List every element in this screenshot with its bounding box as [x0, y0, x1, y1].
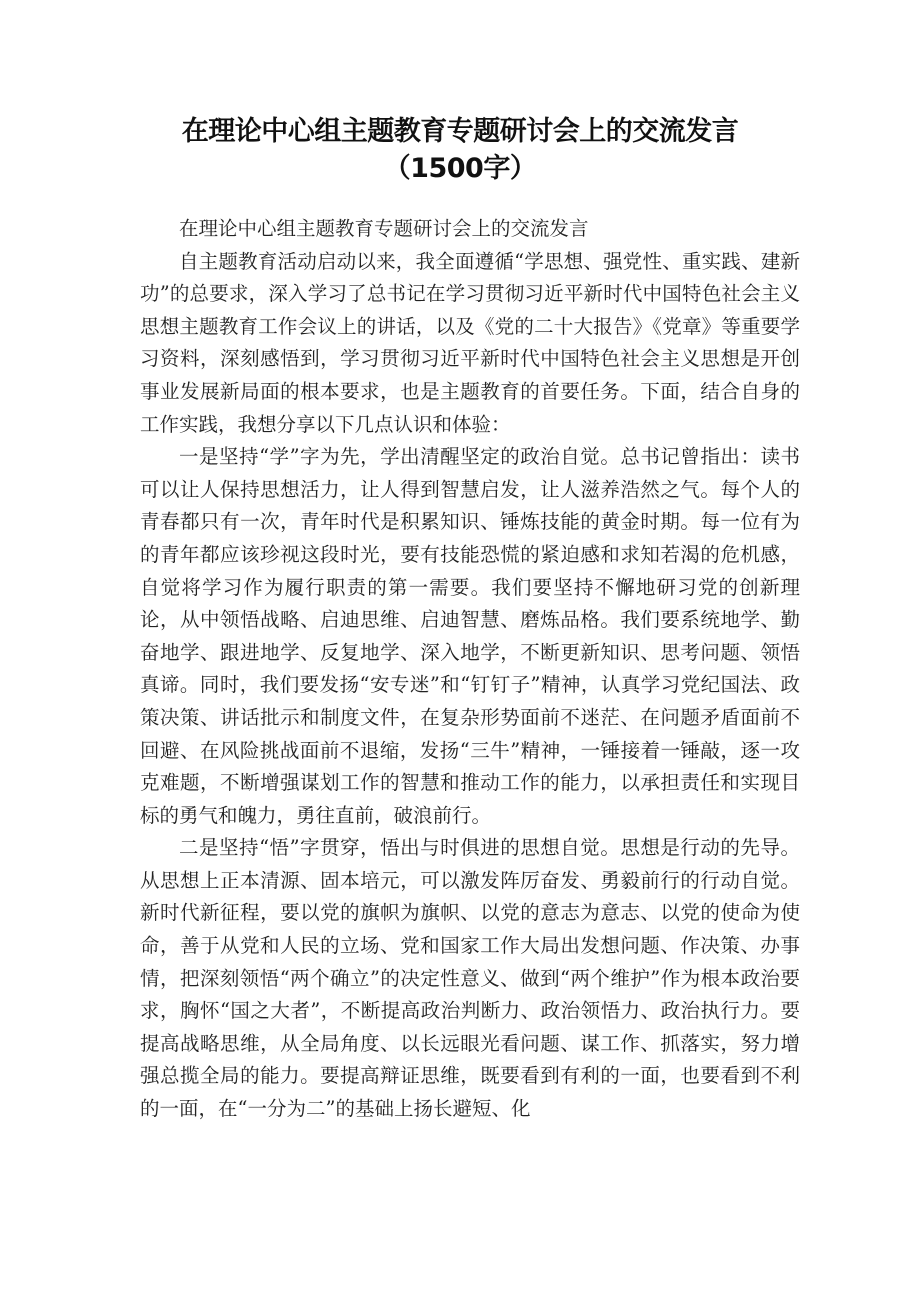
paragraph-point-two: 二是坚持“悟”字贯穿，悟出与时俱进的思想自觉。思想是行动的先导。从思想上正本清源、固本培元，可以激发阵厉奋发、勇毅前行的行动自觉。新时代新征程，要以党的旗帜为旗帜、以党的意志为意志、以党的使命为使命，善于从党和人民的立场、党和国家工作大局出发想问题、作决策、办事情，把深刻领悟“两个确立”的决定性意义、做到“两个维护”作为根本政治要求，胸怀“国之大者”，不断提高政治判断力、政治领悟力、政治执行力。要提高战略思维，从全局角度、以长远眼光看问题、谋工作、抓落实，努力增强总揽全局的能力。要提高辩证思维，既要看到有利的一面，也要看到不利的一面，在“一分为二”的基础上扬长避短、化 [140, 836, 800, 1121]
paragraph-subtitle: 在理论中心组主题教育专题研讨会上的交流发言 [179, 217, 589, 240]
document-body [140, 213, 800, 1126]
paragraph-intro: 自主题教育活动启动以来，我全面遵循“学思想、强党性、重实践、建新功”的总要求，深入学习了总书记在学习贯彻习近平新时代中国特色社会主义思想主题教育工作会议上的讲话，以及《党的二十大报告》《党章》等重要学习资料，深刻感悟到，学习贯彻习近平新时代中国特色社会主义思想是开创事业发展新局面的根本要求，也是主题教育的首要任务。下面，结合自身的工作实践，我想分享以下几点认识和体验： [140, 249, 800, 436]
paragraph-point-one: 一是坚持“学”字为先，学出清醒坚定的政治自觉。总书记曾指出：读书可以让人保持思想活力，让人得到智慧启发，让人滋养浩然之气。每个人的青春都只有一次，青年时代是积累知识、锤炼技能的黄金时期。每一位有为的青年都应该珍视这段时光，要有技能恐慌的紧迫感和求知若渴的危机感，自觉将学习作为履行职责的第一需要。我们要坚持不懈地研习党的创新理论，从中领悟战略、启迪思维、启迪智慧、磨炼品格。我们要系统地学、勤奋地学、跟进地学、反复地学、深入地学，不断更新知识、思考问题、领悟真谛。同时，我们要发扬“安专迷”和“钉钉子”精神，认真学习党纪国法、政策决策、讲话批示和制度文件，在复杂形势面前不迷茫、在问题矛盾面前不回避、在风险挑战面前不退缩，发扬“三牛”精神，一锤接着一锤敲，逐一攻克难题，不断增强谋划工作的智慧和推动工作的能力，以承担责任和实现目标的勇气和魄力，勇往直前，破浪前行。 [140, 445, 800, 827]
document-title: 在理论中心组主题教育专题研讨会上的交流发言（1500字） [181, 116, 739, 184]
